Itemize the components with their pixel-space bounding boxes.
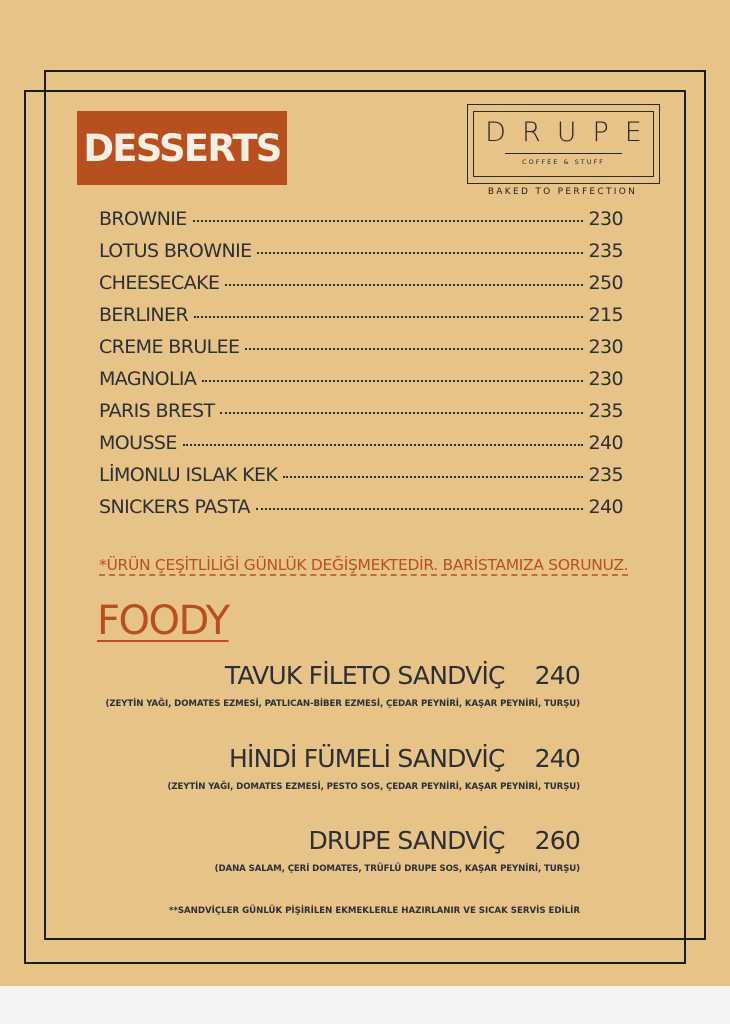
dessert-row [99, 400, 623, 432]
dessert-price: 235 [588, 240, 623, 262]
food-ingredients: (ZEYTİN YAĞI, DOMATES EZMESİ, PESTO SOS, ÇEDAR PEYNİRİ, KAŞAR PEYNİRİ, TURŞU) [167, 782, 580, 792]
food-ingredients: (ZEYTİN YAĞI, DOMATES EZMESİ, PATLICAN-BİBER EZMESİ, ÇEDAR PEYNİRİ, KAŞAR PEYNİRİ, TURŞU) [105, 699, 580, 709]
foody-heading: FOODY [97, 598, 229, 644]
food-price: 240 [534, 744, 580, 773]
food-name: DRUPE SANDVİÇ [308, 826, 505, 855]
food-name: HİNDİ FÜMELİ SANDVİÇ [229, 744, 505, 773]
dot-leader [256, 508, 583, 510]
dot-leader [225, 284, 582, 286]
dessert-price: 230 [588, 208, 623, 230]
dessert-price: 240 [588, 432, 623, 454]
logo-wordmark: DRUPE [485, 117, 658, 148]
dessert-name: BROWNIE [99, 208, 187, 230]
dessert-price: 230 [588, 368, 623, 390]
dessert-price: 215 [588, 304, 623, 326]
dessert-row [99, 272, 623, 304]
drupe-logo [467, 104, 660, 184]
food-name: TAVUK FİLETO SANDVİÇ [224, 661, 505, 690]
dessert-list [99, 208, 623, 528]
logo-tagline: BAKED TO PERFECTION [487, 187, 638, 197]
food-title-line [168, 744, 580, 773]
dessert-row [99, 464, 623, 496]
dot-leader [220, 412, 582, 414]
dot-leader [257, 252, 582, 254]
food-item [215, 826, 580, 874]
food-item [106, 661, 581, 709]
sandwich-note: **SANDVİÇLER GÜNLÜK PİŞİRİLEN EKMEKLERLE HAZIRLANIR VE SICAK SERVİS EDİLİR [168, 906, 580, 916]
dessert-name: SNICKERS PASTA [99, 496, 250, 518]
food-title-line [106, 661, 581, 690]
variety-disclaimer: *ÜRÜN ÇEŞİTLİLİĞİ GÜNLÜK DEĞİŞMEKTEDİR. BARİSTAMIZA SORUNUZ. [99, 556, 629, 574]
dot-leader [194, 316, 582, 318]
dessert-name: BERLINER [99, 304, 189, 326]
dessert-name: LİMONLU ISLAK KEK [99, 464, 278, 486]
dessert-row [99, 496, 623, 528]
food-item [168, 744, 580, 792]
dessert-name: MOUSSE [99, 432, 177, 454]
dessert-row [99, 208, 623, 240]
dot-leader [283, 476, 582, 478]
dessert-name: CHEESECAKE [99, 272, 220, 294]
dessert-row [99, 304, 623, 336]
dessert-price: 235 [588, 400, 623, 422]
logo-subtitle: COFFEE & STUFF [522, 158, 605, 166]
dessert-price: 235 [588, 464, 623, 486]
dessert-price: 240 [588, 496, 623, 518]
dot-leader [193, 220, 583, 222]
dessert-name: MAGNOLIA [99, 368, 197, 390]
logo-divider [505, 153, 622, 154]
desserts-heading: DESSERTS [77, 111, 287, 185]
dessert-row [99, 432, 623, 464]
dessert-price: 230 [588, 336, 623, 358]
dot-leader [202, 380, 582, 382]
food-price: 260 [534, 826, 580, 855]
dessert-row [99, 336, 623, 368]
dessert-name: CREME BRULEE [99, 336, 240, 358]
food-price: 240 [534, 661, 580, 690]
dessert-name: PARIS BREST [99, 400, 215, 422]
dessert-row [99, 368, 623, 400]
dessert-row [99, 240, 623, 272]
food-ingredients: (DANA SALAM, ÇERİ DOMATES, TRÜFLÜ DRUPE SOS, KAŞAR PEYNİRİ, TURŞU) [214, 864, 580, 874]
dot-leader [183, 444, 583, 446]
dot-leader [245, 348, 582, 350]
dessert-name: LOTUS BROWNIE [99, 240, 252, 262]
dessert-price: 250 [588, 272, 623, 294]
food-title-line [215, 826, 580, 855]
